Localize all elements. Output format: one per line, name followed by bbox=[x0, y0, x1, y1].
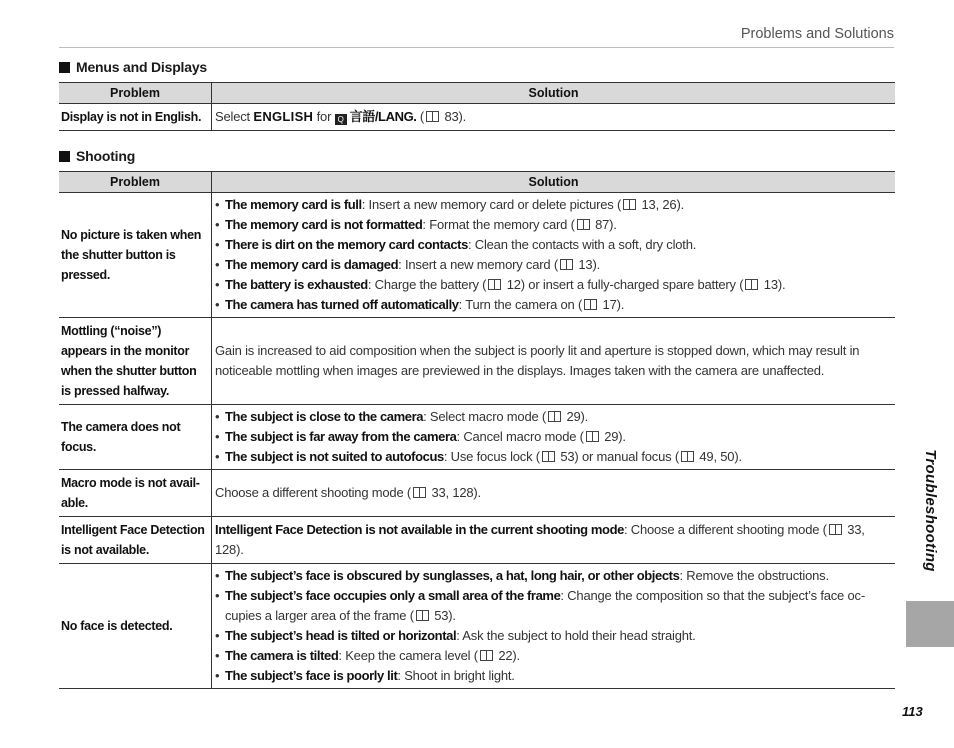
col-problem: Problem bbox=[59, 172, 212, 193]
page-ref-icon bbox=[480, 650, 493, 661]
problem-cell: Intelligent Face Detection is not available. bbox=[59, 517, 212, 564]
list-item: • There is dirt on the memory card contacts: Clean the contacts with a soft, dry cloth. bbox=[215, 235, 893, 255]
col-solution: Solution bbox=[212, 172, 896, 193]
col-problem: Problem bbox=[59, 83, 212, 104]
section-square-icon bbox=[59, 151, 70, 162]
section-title-shooting: Shooting bbox=[59, 148, 135, 164]
running-head: Problems and Solutions bbox=[740, 26, 894, 42]
page-ref-icon bbox=[560, 259, 573, 270]
section-square-icon bbox=[59, 62, 70, 73]
page-ref-icon bbox=[416, 610, 429, 621]
solution-cell: Select ENGLISH for Q 言語/LANG. ( 83). bbox=[212, 104, 896, 131]
table-row bbox=[59, 318, 895, 405]
problem-cell: No face is detected. bbox=[59, 564, 212, 689]
solution-cell bbox=[212, 405, 896, 470]
page-number: 113 bbox=[902, 704, 923, 719]
list-item: • The subject’s face occupies only a small area of the frame: Change the composition so that the subject’s face oc-cupies a larger area of the frame ( 53). bbox=[215, 586, 893, 626]
page-ref-icon bbox=[623, 199, 636, 210]
list-item: • The memory card is not formatted: Format the memory card ( 87). bbox=[215, 215, 893, 235]
list-item: • The subject’s head is tilted or horizontal: Ask the subject to hold their head straight. bbox=[215, 626, 893, 646]
problem-cell: No picture is taken when the shutter button is pressed. bbox=[59, 193, 212, 318]
page-ref-icon bbox=[745, 279, 758, 290]
list-item: • The subject is far away from the camera: Cancel macro mode ( 29). bbox=[215, 427, 893, 447]
page-ref-icon bbox=[488, 279, 501, 290]
page-ref-icon bbox=[577, 219, 590, 230]
page-ref-icon bbox=[586, 431, 599, 442]
page-ref-icon bbox=[681, 451, 694, 462]
page-ref-icon bbox=[542, 451, 555, 462]
table-row bbox=[59, 517, 895, 564]
list-item: • The subject is close to the camera: Select macro mode ( 29). bbox=[215, 407, 893, 427]
table-row bbox=[59, 564, 895, 689]
list-item: • The subject is not suited to autofocus: Use focus lock ( 53) or manual focus ( 49, 50). bbox=[215, 447, 893, 467]
list-item: • The camera has turned off automatically: Turn the camera on ( 17). bbox=[215, 295, 893, 315]
page-ref-icon bbox=[548, 411, 561, 422]
list-item: • The camera is tilted: Keep the camera level ( 22). bbox=[215, 646, 893, 666]
solution-cell bbox=[212, 193, 896, 318]
problem-cell: Macro mode is not avail-able. bbox=[59, 470, 212, 517]
table-row bbox=[59, 405, 895, 470]
list-item: • The battery is exhausted: Charge the battery ( 12) or insert a fully-charged spare battery ( 13). bbox=[215, 275, 893, 295]
menus-table bbox=[59, 82, 895, 131]
page-ref-icon bbox=[426, 111, 439, 122]
list-item: • The memory card is full: Insert a new memory card or delete pictures ( 13, 26). bbox=[215, 195, 893, 215]
list-item: • The subject’s face is obscured by sunglasses, a hat, long hair, or other objects: Remove the obstructions. bbox=[215, 566, 893, 586]
page-ref-icon bbox=[829, 524, 842, 535]
col-solution: Solution bbox=[212, 83, 896, 104]
section-title-menus: Menus and Displays bbox=[59, 59, 207, 75]
problem-cell: The camera does not focus. bbox=[59, 405, 212, 470]
menu-tab-icon: Q bbox=[335, 114, 347, 125]
solution-cell bbox=[212, 564, 896, 689]
list-item: • The subject’s face is poorly lit: Shoot in bright light. bbox=[215, 666, 893, 686]
side-tab-block bbox=[906, 601, 954, 647]
header-rule bbox=[59, 47, 894, 48]
table-row bbox=[59, 470, 895, 517]
solution-cell: Intelligent Face Detection is not available in the current shooting mode: Choose a different shooting mode ( 33, 128). bbox=[212, 517, 896, 564]
list-item: • The memory card is damaged: Insert a new memory card ( 13). bbox=[215, 255, 893, 275]
table-row bbox=[59, 104, 895, 131]
page-ref-icon bbox=[584, 299, 597, 310]
solution-cell: Gain is increased to aid composition when the subject is poorly lit and aperture is stopped down, which may result in noticeable mottling when images are previewed in the displays. Images taken with the camera are unaffected. bbox=[212, 318, 896, 405]
shooting-table bbox=[59, 171, 895, 689]
problem-cell: Mottling (“noise”) appears in the monitor when the shutter button is pressed halfway. bbox=[59, 318, 212, 405]
page-ref-icon bbox=[413, 487, 426, 498]
problem-cell: Display is not in English. bbox=[59, 104, 212, 131]
side-tab-label: Troubleshooting bbox=[921, 448, 939, 572]
table-row bbox=[59, 193, 895, 318]
solution-cell: Choose a different shooting mode ( 33, 128). bbox=[212, 470, 896, 517]
